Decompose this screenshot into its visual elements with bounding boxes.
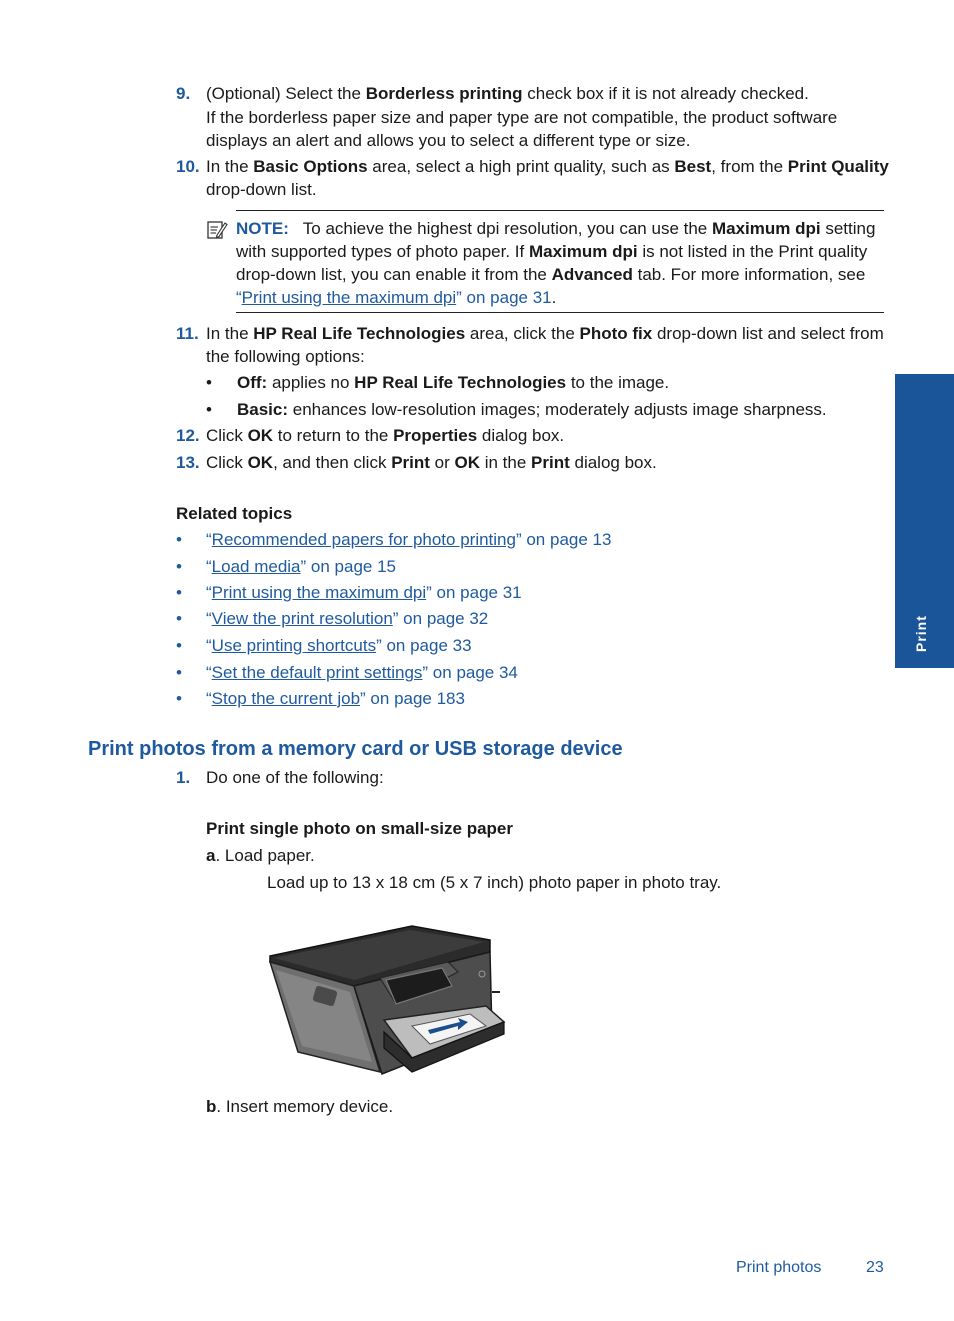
substep-a-detail: Load up to 13 x 18 cm (5 x 7 inch) photo paper in photo tray. (267, 873, 722, 892)
related-link[interactable]: “View the print resolution” on page 32 (206, 609, 489, 628)
bullet: • (206, 373, 212, 392)
step-number: 1. (176, 768, 191, 787)
sub-heading: Print single photo on small-size paper (206, 819, 513, 838)
bullet: • (176, 530, 182, 549)
page-number: 23 (866, 1259, 884, 1276)
note-text: NOTE: To achieve the highest dpi resolution, you can use the Maximum dpi setting with supported types of photo paper. If Maximum dpi is not listed in the Print quality drop-down list, you can enable it from the Advanced tab. For more information, see “Print using the maximum dpi” on page 31. (236, 219, 876, 307)
step-11-text: In the HP Real Life Technologies area, click the Photo fix drop-down list and select from the following options: (206, 324, 884, 366)
note-top-rule (236, 210, 884, 211)
related-link[interactable]: “Use printing shortcuts” on page 33 (206, 636, 472, 655)
step-number: 9. (176, 84, 191, 103)
step-12-text: Click OK to return to the Properties dialog box. (206, 426, 565, 445)
step-1-text: Do one of the following: (206, 768, 384, 787)
footer-title: Print photos (736, 1259, 822, 1276)
step-number: 10. (176, 157, 200, 176)
bullet: • (206, 400, 212, 419)
substep-b: b. Insert memory device. (206, 1097, 394, 1116)
option-off: Off: applies no HP Real Life Technologies to the image. (237, 373, 670, 392)
option-basic: Basic: enhances low-resolution images; moderately adjusts image sharpness. (237, 400, 827, 419)
note-link[interactable]: “Print using the maximum dpi” on page 31 (236, 288, 552, 307)
step-10-text: In the Basic Options area, select a high print quality, such as Best, from the Print Quality drop-down list. (206, 157, 889, 199)
bullet: • (176, 636, 182, 655)
chapter-side-label: Print (913, 615, 929, 652)
related-link[interactable]: “Set the default print settings” on page 34 (206, 663, 518, 682)
bullet: • (176, 663, 182, 682)
step-9-detail: If the borderless paper size and paper type are not compatible, the product software displays an alert and allows you to select a different type or size. (206, 108, 838, 150)
printer-illustration (262, 922, 512, 1088)
related-topics-heading: Related topics (176, 504, 293, 523)
related-link[interactable]: “Load media” on page 15 (206, 557, 396, 576)
step-number: 11. (176, 324, 199, 343)
section-heading: Print photos from a memory card or USB storage device (88, 738, 623, 760)
note-bottom-rule (236, 312, 884, 313)
bullet: • (176, 689, 182, 708)
bullet: • (176, 557, 182, 576)
step-number: 13. (176, 453, 200, 472)
related-link[interactable]: “Recommended papers for photo printing” on page 13 (206, 530, 612, 549)
bullet: • (176, 609, 182, 628)
step-number: 12. (176, 426, 200, 445)
note-icon (206, 219, 228, 241)
step-9-text: (Optional) Select the Borderless printing check box if it is not already checked. (206, 84, 809, 103)
step-13-text: Click OK, and then click Print or OK in the Print dialog box. (206, 453, 657, 472)
substep-a: a. Load paper. (206, 846, 315, 865)
bullet: • (176, 583, 182, 602)
related-link[interactable]: “Stop the current job” on page 183 (206, 689, 465, 708)
related-link[interactable]: “Print using the maximum dpi” on page 31 (206, 583, 522, 602)
